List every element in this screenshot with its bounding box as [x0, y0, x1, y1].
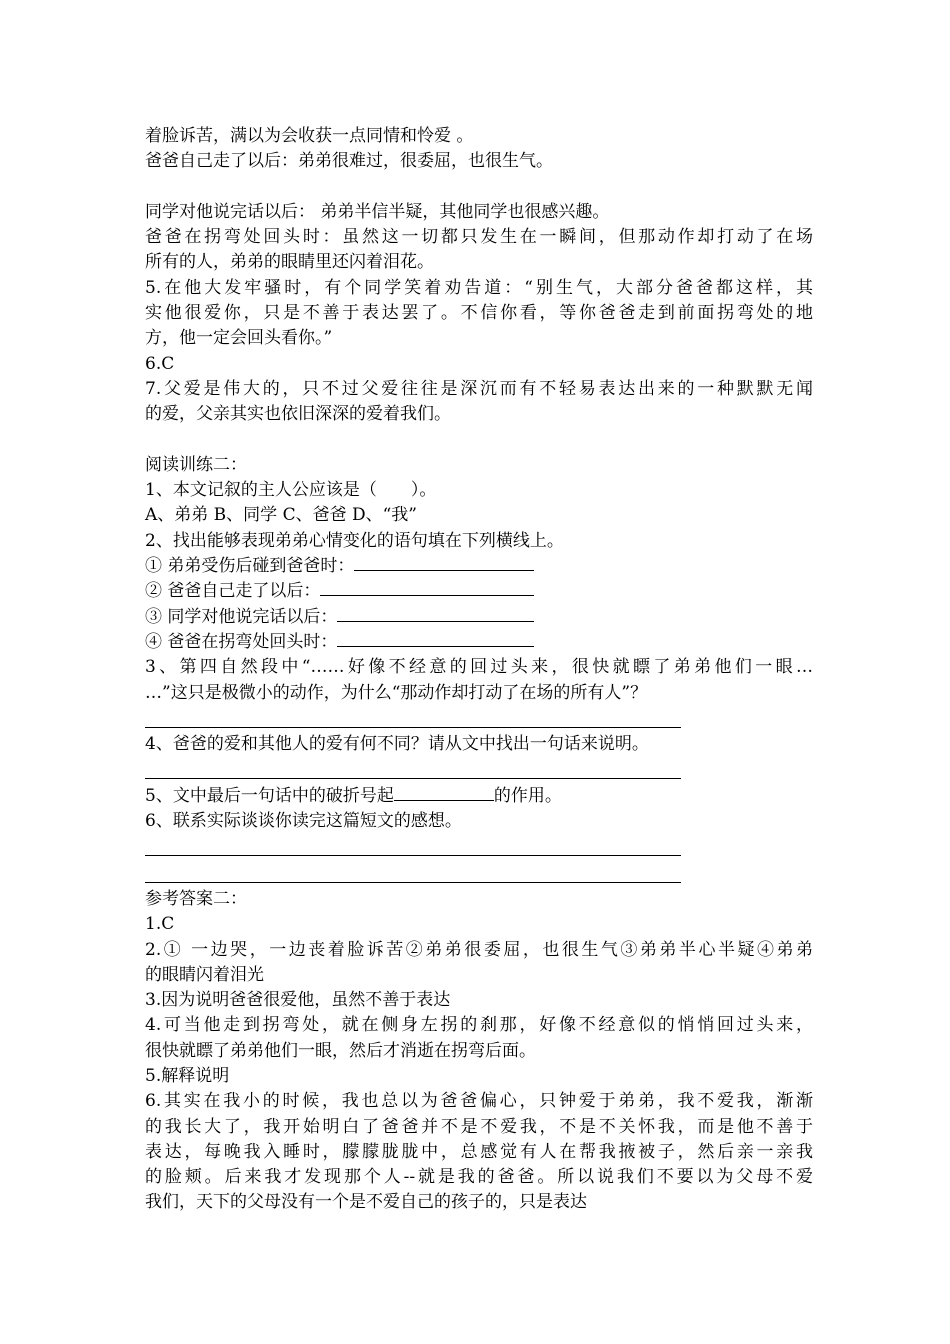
answer-2-cont: 的眼睛闪着泪光 — [145, 964, 264, 985]
answer-blank[interactable] — [354, 555, 534, 571]
answer-4-cont: 很快就瞟了弟弟他们一眼，然后才消逝在拐弯后面。 — [145, 1040, 536, 1061]
answer-line[interactable] — [145, 706, 681, 728]
text-line: 着脸诉苦，满以为会收获一点同情和怜爱 。 — [145, 126, 474, 146]
fill-in-label: ③ 同学对他说完话以后： — [145, 606, 338, 627]
text-line: 7.父爱是伟大的，只不过父爱往往是深沉而有不轻易表达出来的一种默默无闻 — [145, 378, 813, 399]
question-5 — [145, 784, 813, 809]
section-heading: 阅读训练二： — [145, 454, 247, 475]
fill-in-line — [145, 554, 813, 579]
answer-3: 3.因为说明爸爸很爱他，虽然不善于表达 — [145, 990, 451, 1011]
fill-in-label: ① 弟弟受伤后碰到爸爸时： — [145, 556, 355, 577]
answer-blank[interactable] — [394, 785, 494, 801]
section-heading: 参考答案二： — [145, 888, 247, 909]
document-page — [145, 124, 813, 1216]
blank-line — [145, 428, 813, 453]
answer-6-cont: 表达，每晚我入睡时，朦朦胧胧中，总感觉有人在帮我掖被子，然后亲一亲我 — [145, 1141, 813, 1162]
answer-blank[interactable] — [320, 580, 534, 596]
question-1: 1、本文记叙的主人公应该是（ ）。 — [145, 480, 437, 501]
answer-line[interactable] — [145, 834, 681, 856]
text-line: 同学对他说完话以后： 弟弟半信半疑，其他同学也很感兴趣。 — [145, 201, 610, 222]
text-line: 6.C — [145, 353, 175, 374]
question-2: 2、找出能够表现弟弟心情变化的语句填在下列横线上。 — [145, 530, 564, 551]
fill-in-line — [145, 579, 813, 604]
answer-6-cont: 的我长大了，我开始明白了爸爸并不是不爱我，不是不关怀我，而是他不善于 — [145, 1116, 813, 1137]
answer-line[interactable] — [145, 757, 681, 779]
question-5-text: 5、文中最后一句话中的破折号起 — [145, 785, 394, 806]
question-1-options: A、弟弟 B、同学 C、爸爸 D、“我” — [145, 505, 417, 526]
question-3-cont: …”这只是极微小的动作，为什么“那动作却打动了在场的所有人”？ — [145, 682, 648, 703]
answer-line[interactable] — [145, 861, 681, 883]
answer-blank[interactable] — [337, 631, 534, 647]
text-line: 爸爸在拐弯处回头时：虽然这一切都只发生在一瞬间，但那动作却打动了在场 — [145, 227, 813, 248]
text-line: 爸爸自己走了以后：弟弟很难过，很委屈，也很生气。 — [145, 151, 553, 172]
question-4: 4、爸爸的爱和其他人的爱有何不同？请从文中找出一句话来说明。 — [145, 734, 649, 755]
answer-6-cont: 我们，天下的父母没有一个是不爱自己的孩子的，只是表达 — [145, 1192, 587, 1213]
text-line: 的爱，父亲其实也依旧深深的爱着我们。 — [145, 404, 451, 425]
answer-2: 2.① 一边哭，一边丧着脸诉苦②弟弟很委屈，也很生气③弟弟半心半疑④弟弟 — [145, 939, 813, 960]
fill-in-line — [145, 605, 813, 630]
text-line: 实他很爱你，只是不善于表达罢了。不信你看，等你爸爸走到前面拐弯处的地 — [145, 303, 813, 324]
question-3: 3、第四自然段中“……好像不经意的回过头来，很快就瞟了弟弟他们一眼… — [145, 657, 813, 678]
question-5-text: 的作用。 — [493, 785, 562, 806]
answer-5: 5.解释说明 — [145, 1065, 230, 1086]
answer-1: 1.C — [145, 914, 175, 935]
answer-6: 6.其实在我小的时候，我也总以为爸爸偏心，只钟爱于弟弟，我不爱我，渐渐 — [145, 1091, 813, 1112]
blank-line — [145, 175, 813, 200]
answer-6-cont: 的脸颊。后来我才发现那个人--就是我的爸爸。所以说我们不要以为父母不爱 — [145, 1167, 813, 1188]
question-6: 6、联系实际谈谈你读完这篇短文的感想。 — [145, 811, 462, 832]
text-line: 方，他一定会回头看你。” — [145, 328, 333, 349]
answer-4: 4.可当他走到拐弯处，就在侧身左拐的刹那，好像不经意似的悄悄回过头来， — [145, 1015, 813, 1036]
fill-in-label: ② 爸爸自己走了以后： — [145, 581, 321, 602]
text-line: 5.在他大发牢骚时，有个同学笑着劝告道：“别生气，大部分爸爸都这样，其 — [145, 277, 813, 298]
fill-in-line — [145, 630, 813, 655]
text-line: 所有的人，弟弟的眼睛里还闪着泪花。 — [145, 252, 434, 273]
fill-in-label: ④ 爸爸在拐弯处回头时： — [145, 631, 338, 652]
answer-blank[interactable] — [337, 606, 534, 622]
